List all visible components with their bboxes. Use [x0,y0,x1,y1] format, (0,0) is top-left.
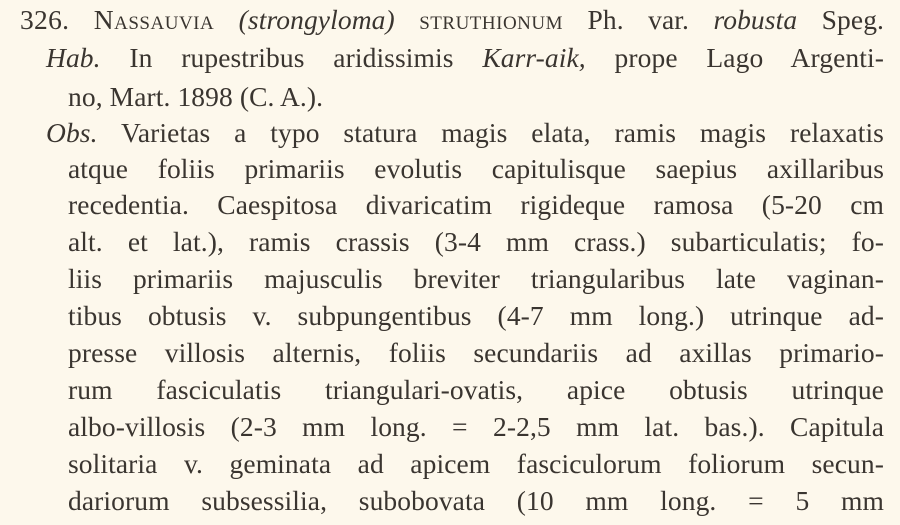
species-heading [20,3,884,37]
observations-line [68,373,884,407]
observations-line [68,410,884,444]
observations-line-text: solitaria v. geminata ad apicem fasciculorum foliorum secun- [68,448,884,479]
observations-line [68,299,884,333]
observations-line-text: albo-villosis (2-3 mm long. = 2-2,5 mm lat. bas.). Capitula [68,411,884,442]
genus-name: Nassauvia [93,4,215,35]
species-name: struthionum [419,4,564,35]
habitat-line-2 [68,80,323,114]
observations-line [68,336,884,370]
observations-line-text: rum fasciculatis triangulari-ovatis, apice obtusis utrinque [68,374,884,405]
observations-line-text: alt. et lat.), ramis crassis (3-4 mm crass.) subarticulatis; fo- [68,226,884,257]
observations-line [68,225,884,259]
habitat-tail: prope Lago Argenti- [614,42,884,73]
entry-number: 326. [20,4,70,35]
habitat-locality: Karr-aik, [482,42,586,73]
observations-line-text: atque foliis primariis evolutis capitulisque saepius axillaribus [68,153,884,184]
variety-author: Speg. [821,4,885,35]
observations-line [68,152,884,186]
observations-line [68,262,884,296]
observations-line [68,484,884,518]
observations-label: Obs. [46,117,98,148]
subgenus-name: (strongyloma) [238,4,395,35]
observations-line [68,188,884,222]
observations-line-text: liis primariis majusculis breviter triangularibus late vaginan- [68,263,884,294]
author-name: Ph. var. [587,4,689,35]
observations-line [68,447,884,481]
habitat-date: no, Mart. 1898 (C. A.). [68,81,324,112]
variety-name: robusta [713,4,798,35]
observations-line-text: dariorum subsessilia, subobovata (10 mm long. = 5 mm [68,485,884,516]
habitat-line-1 [46,41,884,75]
observations-text: Varietas a typo statura magis elata, ramis magis relaxatis [120,117,884,148]
habitat-text: In rupestribus aridissimis [129,42,454,73]
habitat-label: Hab. [46,42,101,73]
observations-line-text: tibus obtusis v. subpungentibus (4-7 mm long.) utrinque ad- [68,300,884,331]
observations-line-1 [46,116,884,150]
observations-line-text: presse villosis alternis, foliis secundariis ad axillas primario- [68,337,884,368]
observations-line-text: recedentia. Caespitosa divaricatim rigideque ramosa (5-20 cm [68,189,884,220]
